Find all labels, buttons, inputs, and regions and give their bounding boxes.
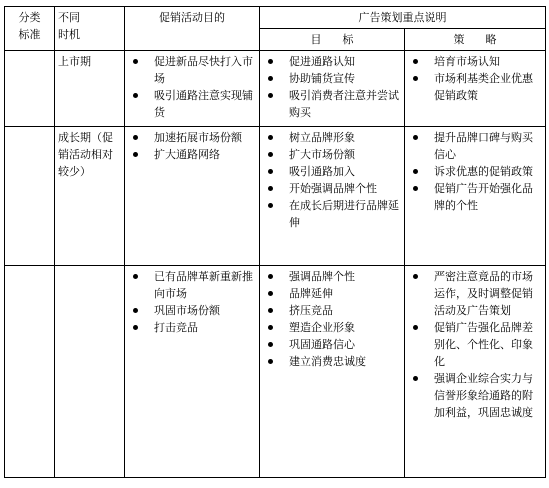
- target-cell: [260, 266, 405, 478]
- header-timing: [55, 7, 125, 51]
- bullet-icon: [413, 76, 418, 81]
- bullet-icon: [413, 135, 418, 140]
- purpose-item: 吸引通路注意实现铺货: [128, 87, 256, 121]
- strategy-item: 诉求优惠的促销政策: [408, 163, 542, 180]
- purpose-cell: [125, 266, 260, 478]
- strategy-cell: [405, 266, 546, 478]
- row-category-cell: [5, 51, 55, 127]
- bullet-icon: [133, 135, 138, 140]
- table-row-launch: [5, 51, 546, 127]
- bullet-icon: [268, 93, 273, 98]
- bullet-icon: [413, 376, 418, 381]
- stage-cell: [55, 266, 125, 478]
- bullet-icon: [413, 325, 418, 330]
- row-category-cell: [5, 266, 55, 478]
- strategy-item: 培育市场认知: [408, 53, 542, 70]
- header-target: 目 标: [260, 29, 405, 51]
- bullet-icon: [268, 135, 273, 140]
- target-item: 树立品牌形象: [263, 129, 401, 146]
- header-timing-line1: 不同: [58, 11, 80, 24]
- strategy-item: 严密注意竟品的市场运作，及时调整促销活动及广告策划: [408, 268, 542, 319]
- header-promo-purpose: 促销活动目的: [125, 7, 260, 51]
- purpose-item: 打击竞品: [128, 319, 256, 336]
- bullet-icon: [133, 325, 138, 330]
- bullet-icon: [268, 169, 273, 174]
- purpose-cell: [125, 127, 260, 266]
- promotion-ad-table: [4, 6, 546, 478]
- strategy-item: 促销广告开始强化品牌的个性: [408, 180, 542, 214]
- strategy-item: 强调企业综合实力与信誉形象给通路的附加利益，巩固忠诚度: [408, 370, 542, 421]
- purpose-item: 加速拓展市场份额: [128, 129, 256, 146]
- bullet-icon: [268, 274, 273, 279]
- header-category: [5, 7, 55, 51]
- target-item: 品牌延伸: [263, 285, 401, 302]
- bullet-icon: [413, 59, 418, 64]
- purpose-item: 扩大通路网络: [128, 146, 256, 163]
- target-item: 在成长后期进行品牌延伸: [263, 197, 401, 231]
- target-item: 促进通路认知: [263, 53, 401, 70]
- bullet-icon: [268, 59, 273, 64]
- strategy-item: 提升品牌口碑与购买信心: [408, 129, 542, 163]
- bullet-icon: [133, 308, 138, 313]
- header-category-line2: 标准: [18, 28, 41, 41]
- stage-cell: 上市期: [55, 51, 125, 127]
- target-item: 强调品牌个性: [263, 268, 401, 285]
- target-item: 吸引消费者注意并尝试购买: [263, 87, 401, 121]
- purpose-cell: [125, 51, 260, 127]
- strategy-item: 促销广告强化品牌差别化、个性化、印象化: [408, 319, 542, 370]
- bullet-icon: [413, 186, 418, 191]
- target-item: 巩固通路信心: [263, 336, 401, 353]
- bullet-icon: [133, 274, 138, 279]
- target-item: 开始强调品牌个性: [263, 180, 401, 197]
- stage-cell: 成长期（促销活动相对较少）: [55, 127, 125, 266]
- bullet-icon: [268, 325, 273, 330]
- strategy-item: 市场利基类企业优惠促销政策: [408, 70, 542, 104]
- target-cell: [260, 127, 405, 266]
- bullet-icon: [133, 152, 138, 157]
- bullet-icon: [133, 93, 138, 98]
- purpose-item: 促进新品尽快打入市场: [128, 53, 256, 87]
- header-timing-line2: 时机: [58, 28, 80, 41]
- purpose-item: 已有品牌革新重新推向市场: [128, 268, 256, 302]
- table-row-mature: [5, 266, 546, 478]
- strategy-cell: [405, 127, 546, 266]
- header-ad-plan: 广告策划重点说明: [260, 7, 546, 29]
- table-row-growth: [5, 127, 546, 266]
- bullet-icon: [268, 76, 273, 81]
- header-category-line1: 分类: [18, 11, 41, 24]
- target-item: 扩大市场份额: [263, 146, 401, 163]
- bullet-icon: [268, 152, 273, 157]
- target-item: 挤压竞品: [263, 302, 401, 319]
- bullet-icon: [268, 186, 273, 191]
- bullet-icon: [133, 59, 138, 64]
- purpose-item: 巩固市场份额: [128, 302, 256, 319]
- target-item: 塑造企业形象: [263, 319, 401, 336]
- bullet-icon: [413, 169, 418, 174]
- row-category-cell: [5, 127, 55, 266]
- target-item: 建立消费忠诚度: [263, 353, 401, 370]
- strategy-cell: [405, 51, 546, 127]
- target-item: 协助铺货宣传: [263, 70, 401, 87]
- bullet-icon: [268, 203, 273, 208]
- bullet-icon: [413, 274, 418, 279]
- bullet-icon: [268, 359, 273, 364]
- bullet-icon: [268, 342, 273, 347]
- target-item: 吸引通路加入: [263, 163, 401, 180]
- header-strategy: 策 略: [405, 29, 546, 51]
- bullet-icon: [268, 291, 273, 296]
- target-cell: [260, 51, 405, 127]
- bullet-icon: [268, 308, 273, 313]
